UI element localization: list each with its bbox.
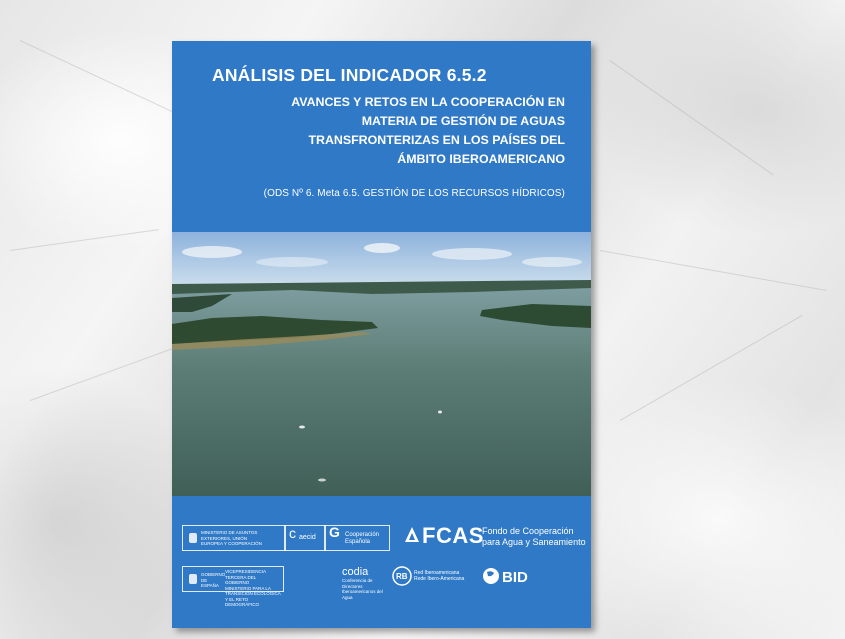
aecid-logo (284, 525, 326, 551)
svg-text:RB: RB (396, 572, 408, 581)
water-drop-icon (404, 526, 420, 544)
vicepresidencia-text: VICEPRESIDENCIA TERCERA DEL GOBIERNO (225, 569, 266, 585)
ministerio-transicion-text: MINISTERIO PARA LA TRANSICIÓN ECOLÓGICA Y EL RETO DEMOGRÁFICO (225, 585, 281, 607)
cover-subtitle-line-3: TRANSFRONTERIZAS EN LOS PAÍSES DEL (308, 133, 565, 147)
codia-logo (342, 566, 388, 600)
fcas-long-line-2: para Agua y Saneamiento (482, 537, 586, 547)
ods-line: (ODS Nº 6. Meta 6.5. GESTIÓN DE LOS RECURSOS HÍDRICOS) (263, 188, 565, 199)
cover-subtitle (235, 93, 565, 169)
gobierno-text: GOBIERNO DE ESPAÑA (201, 572, 226, 588)
rb-line-1: Red Iberoamericana (414, 570, 460, 576)
bid-logo (502, 569, 528, 586)
cover-title: ANÁLISIS DEL INDICADOR 6.5.2 (212, 65, 487, 85)
vicepresidencia-block (225, 569, 281, 608)
cooperacion-espanola-logo (324, 525, 390, 551)
aecid-swirl-icon: c (289, 525, 296, 541)
lake-aerial-photo (172, 232, 591, 496)
ministerio-exteriores-logo (182, 525, 286, 551)
cover-subtitle-line-4: ÁMBITO IBEROAMERICANO (397, 152, 565, 166)
coat-of-arms-icon (187, 531, 199, 545)
cover-subtitle-line-1: AVANCES Y RETOS EN LA COOPERACIÓN EN (291, 95, 565, 109)
codia-text: codia (342, 566, 369, 578)
codia-sub: Conferencia de Directores Iberoamericanos del Agua (342, 578, 383, 600)
rb-circle-icon (392, 566, 412, 586)
book-cover (172, 41, 591, 628)
cooperacion-espanola-text: Cooperación Española (345, 532, 380, 545)
cover-subtitle-line-2: MATERIA DE GESTIÓN DE AGUAS (361, 114, 565, 128)
coat-of-arms-icon (187, 572, 199, 586)
rb-line-2: Rede Ibero-Americana (414, 576, 465, 582)
bid-text: BID (502, 569, 528, 586)
logo-strip (172, 496, 591, 628)
fcas-short: FCAS (422, 523, 484, 548)
fcas-long (482, 526, 586, 548)
aecid-text: aecid (299, 534, 316, 541)
fcas-long-line-1: Fondo de Cooperación (482, 526, 574, 536)
bid-globe-icon (482, 567, 500, 585)
gobierno-espana-logo (182, 566, 284, 607)
cooperacion-swirl-icon: G (329, 524, 340, 540)
ministerio-exteriores-text: MINISTERIO DE ASUNTOS EXTERIORES, UNIÓN EUROPEA Y COOPERACIÓN (201, 530, 262, 546)
